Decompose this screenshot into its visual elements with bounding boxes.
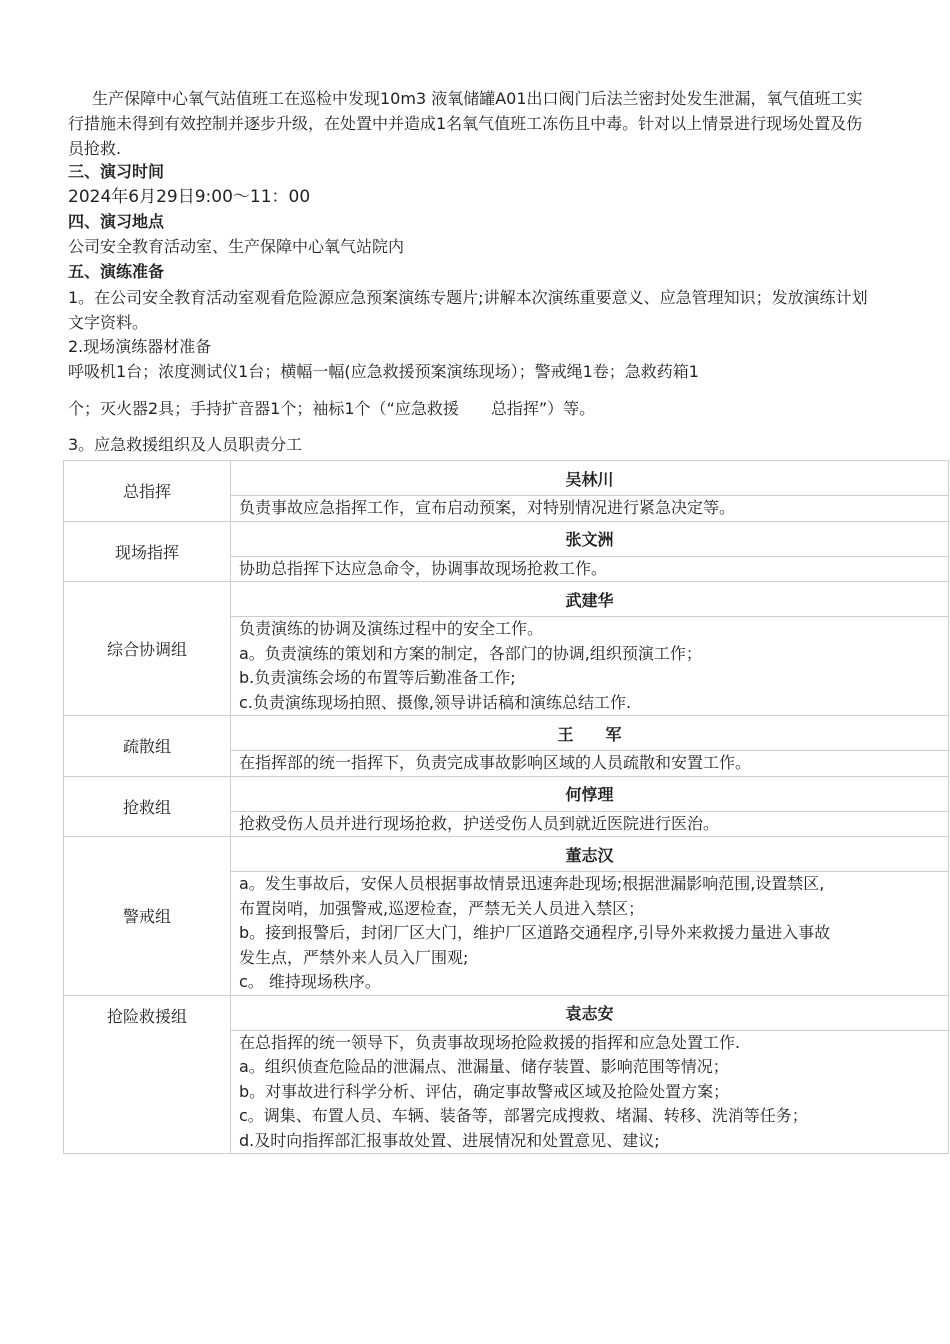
duty-line: a。组织侦查危险品的泄漏点、泄漏量、储存装置、影响范围等情况；: [239, 1057, 729, 1076]
leader-name: 张文洲: [231, 521, 949, 556]
duty-line: a。负责演练的策划和方案的制定，各部门的协调,组织预演工作；: [239, 643, 702, 663]
duty-cell: [231, 811, 949, 837]
leader-name: 董志汉: [231, 837, 949, 872]
intro-paragraph: [68, 86, 878, 161]
duty-line: d.及时向指挥部汇报事故处置、进展情况和处置意见、建议;: [239, 1130, 660, 1150]
prep-item-2-title: 2.现场演练器材准备: [68, 337, 212, 356]
prep-item-2-line-2: 个；灭火器2具；手持扩音器1个；袖标1个（“应急救援 总指挥”）等。: [68, 399, 596, 418]
group-name: 疏散组: [64, 716, 231, 777]
group-name: 总指挥: [64, 461, 231, 522]
time-heading: 三、演习时间: [68, 162, 165, 181]
group-name: 抢险救援组: [64, 995, 231, 1154]
table-row: [64, 995, 949, 1030]
table-row: [64, 776, 949, 811]
duty-line: 协助总指挥下达应急命令，协调事故现场抢救工作。: [239, 558, 608, 578]
duty-cell: [231, 556, 949, 582]
duty-line: 布置岗哨，加强警戒,巡逻检查，严禁无关人员进入禁区；: [239, 898, 645, 918]
group-name: 综合协调组: [64, 582, 231, 716]
duty-line: c。调集、布置人员、车辆、装备等，部署完成搜救、堵漏、转移、洗消等任务；: [239, 1106, 808, 1125]
time-value: 2024年6月29日9:00～11：00: [68, 187, 311, 207]
duty-line: 发生点，严禁外来人员入厂围观;: [239, 947, 469, 967]
prep-item-1: 1。在公司安全教育活动室观看危险源应急预案演练专题片;讲解本次演练重要意义、应急管理知识；发放演练计划文字资料。: [68, 288, 868, 332]
duty-line: c。 维持现场秩序。: [239, 972, 381, 991]
leader-name: 何惇理: [231, 776, 949, 811]
table-row: [64, 521, 949, 556]
duty-line: 在指挥部的统一指挥下，负责完成事故影响区域的人员疏散和安置工作。: [239, 753, 752, 772]
table-row: [64, 582, 949, 617]
duty-line: b。接到报警后，封闭厂区大门，维护厂区道路交通程序,引导外来救援力量进入事故: [239, 923, 831, 942]
duty-line: 在总指挥的统一领导下，负责事故现场抢险救援的指挥和应急处置工作.: [239, 1032, 741, 1052]
prep-heading: 五、演练准备: [68, 262, 165, 281]
leader-name: 吴林川: [231, 461, 949, 496]
duty-line: 负责演练的协调及演练过程中的安全工作。: [239, 619, 544, 638]
duty-line: 负责事故应急指挥工作，宣布启动预案，对特别情况进行紧急决定等。: [239, 498, 736, 517]
duty-cell: [231, 617, 949, 716]
prep-item-3-title: 3。应急救援组织及人员职责分工: [68, 435, 303, 454]
place-value: 公司安全教育活动室、生产保障中心氧气站院内: [68, 237, 405, 256]
duty-cell: [231, 1030, 949, 1154]
duty-cell: [231, 872, 949, 996]
leader-name: 武建华: [231, 582, 949, 617]
prep-item-2-line-1: 呼吸机1台；浓度测试仪1台；横幅一幅(应急救援预案演练现场）；警戒绳1卷；急救药箱1: [68, 362, 699, 381]
duty-line: a。发生事故后，安保人员根据事故情景迅速奔赴现场;根据泄漏影响范围,设置禁区,: [239, 874, 825, 893]
duty-cell: [231, 751, 949, 777]
duty-line: c.负责演练现场拍照、摄像,领导讲话稿和演练总结工作.: [239, 692, 632, 712]
intro-text: 生产保障中心氧气站值班工在巡检中发现10m3 液氧储罐A01出口阀门后法兰密封处发生泄漏，氧气值班工实行措施未得到有效控制并逐步升级，在处置中并造成1名氧气值班工冻伤且中毒。针对以上情景进行现场处置及伤员抢救.: [68, 89, 863, 158]
leader-name: 王 军: [231, 716, 949, 751]
group-name: 抢救组: [64, 776, 231, 837]
duty-line: b。对事故进行科学分析、评估，确定事故警戒区域及抢险处置方案；: [239, 1081, 730, 1101]
duty-cell: [231, 496, 949, 522]
group-name: 警戒组: [64, 837, 231, 996]
roles-table: [63, 460, 949, 1154]
duty-line: b.负责演练会场的布置等后勤准备工作;: [239, 668, 516, 687]
leader-name: 袁志安: [231, 995, 949, 1030]
group-name: 现场指挥: [64, 521, 231, 582]
table-row: [64, 837, 949, 872]
duty-line: 抢救受伤人员并进行现场抢救，护送受伤人员到就近医院进行医治。: [239, 813, 720, 833]
place-heading: 四、演习地点: [68, 212, 165, 231]
table-row: [64, 716, 949, 751]
table-row: [64, 461, 949, 496]
